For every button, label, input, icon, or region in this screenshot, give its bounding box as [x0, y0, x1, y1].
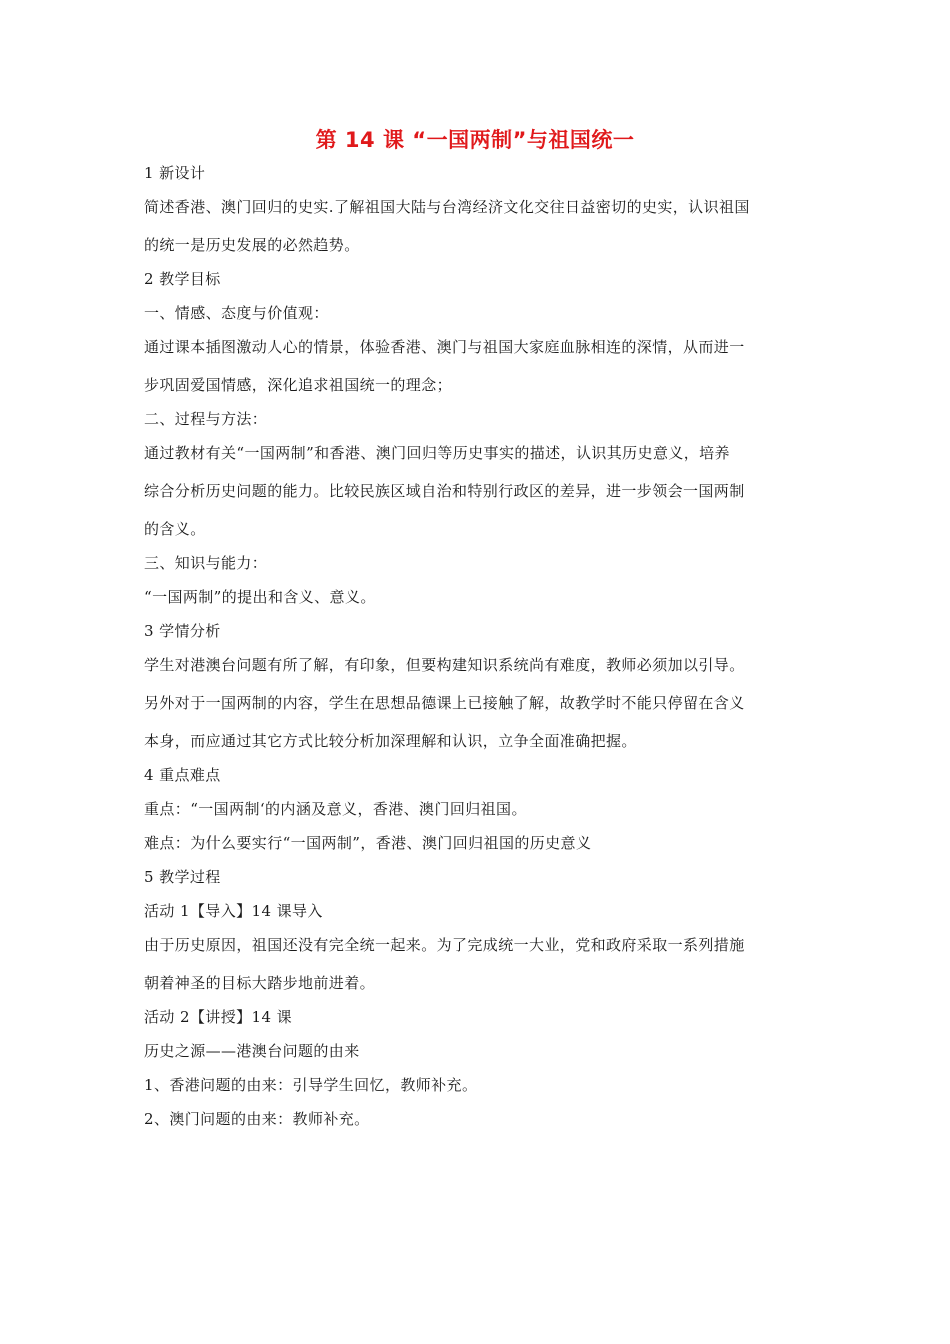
paragraph-line: 步巩固爱国情感，深化追求祖国统一的理念；: [144, 376, 453, 394]
section-heading-key-points: 4 重点难点: [144, 766, 221, 784]
paragraph-line: 简述香港、澳门回归的史实.了解祖国大陆与台湾经济文化交往日益密切的史实，认识祖国: [144, 198, 750, 216]
paragraph-line: 由于历史原因，祖国还没有完全统一起来。为了完成统一大业，党和政府采取一系列措施: [144, 936, 745, 954]
paragraph-line: 综合分析历史问题的能力。比较民族区域自治和特别行政区的差异，进一步领会一国两制: [144, 482, 745, 500]
subheading-process: 二、过程与方法：: [144, 410, 268, 428]
subheading-knowledge: 三、知识与能力：: [144, 554, 268, 572]
paragraph-line: 学生对港澳台问题有所了解，有印象，但要构建知识系统尚有难度，教师必须加以引导。: [144, 656, 745, 674]
paragraph-line: 朝着神圣的目标大踏步地前进着。: [144, 974, 376, 992]
activity-heading: 活动 1【导入】14 课导入: [144, 902, 323, 920]
section-heading-design: 1 新设计: [144, 164, 206, 182]
activity-heading: 活动 2【讲授】14 课: [144, 1008, 292, 1026]
paragraph-line: 的含义。: [144, 520, 206, 538]
section-heading-objectives: 2 教学目标: [144, 270, 221, 288]
paragraph-line: 另外对于一国两制的内容，学生在思想品德课上已接触了解，故教学时不能只停留在含义: [144, 694, 745, 712]
key-point-line: 重点：“一国两制‘的内涵及意义，香港、澳门回归祖国。: [144, 800, 527, 818]
paragraph-line: 历史之源——港澳台问题的由来: [144, 1042, 360, 1060]
section-heading-process: 5 教学过程: [144, 868, 221, 886]
list-item: 2、澳门问题的由来：教师补充。: [144, 1110, 370, 1128]
difficult-point-line: 难点：为什么要实行“一国两制”，香港、澳门回归祖国的历史意义: [144, 834, 592, 852]
document-body: [144, 162, 808, 1142]
paragraph-line: 的统一是历史发展的必然趋势。: [144, 236, 360, 254]
subheading-emotion: 一、情感、态度与价值观：: [144, 304, 329, 322]
paragraph-line: 本身，而应通过其它方式比较分析加深理解和认识，立争全面准确把握。: [144, 732, 637, 750]
paragraph-line: 通过课本插图激动人心的情景，体验香港、澳门与祖国大家庭血脉相连的深情，从而进一: [144, 338, 745, 356]
list-item: 1、香港问题的由来：引导学生回忆，教师补充。: [144, 1076, 478, 1094]
lesson-title: 第 14 课 “一国两制”与祖国统一: [315, 128, 635, 152]
paragraph-line: 通过教材有关“一国两制”和香港、澳门回归等历史事实的描述，认识其历史意义，培养: [144, 444, 730, 462]
section-heading-analysis: 3 学情分析: [144, 622, 221, 640]
paragraph-line: “一国两制”的提出和含义、意义。: [144, 588, 376, 606]
